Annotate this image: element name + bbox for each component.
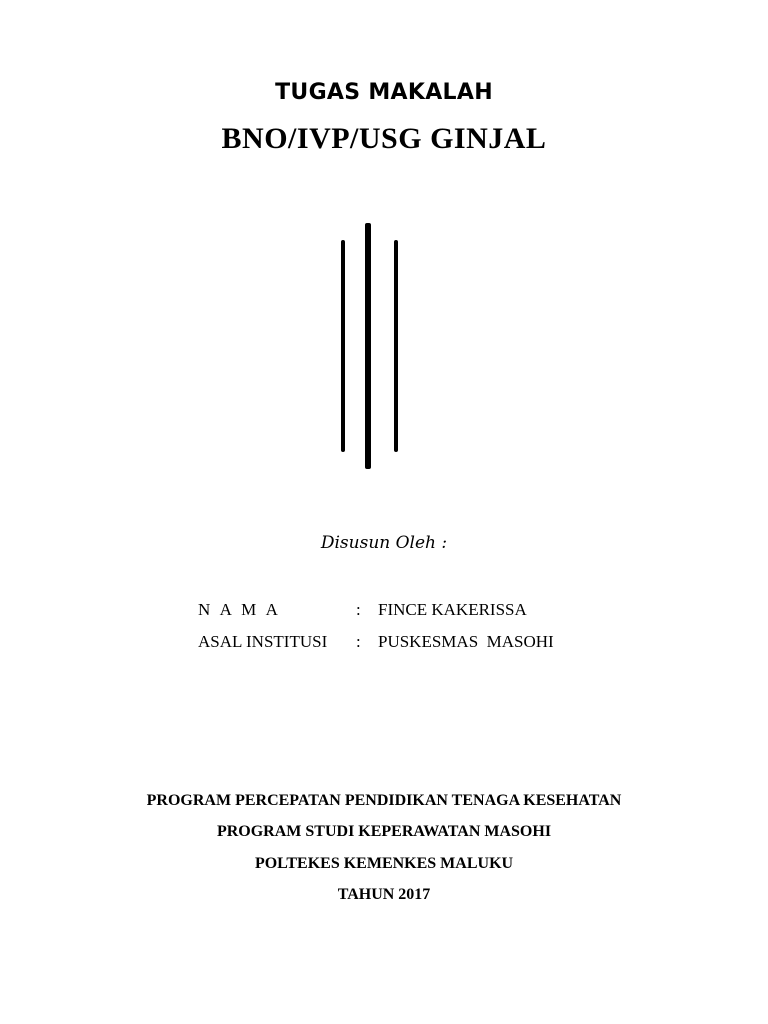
decorative-line-center <box>365 223 371 469</box>
decorative-line-left <box>341 240 345 452</box>
compiled-by-label: Disusun Oleh : <box>320 533 448 553</box>
document-type-heading: TUGAS MAKALAH <box>275 80 493 105</box>
decorative-line-right <box>394 240 398 452</box>
footer-study-program-line: PROGRAM STUDI KEPERAWATAN MASOHI <box>216 823 552 840</box>
footer-program-line: PROGRAM PERCEPATAN PENDIDIKAN TENAGA KESEHATAN <box>146 792 622 809</box>
info-value-institution: PUSKESMAS MASOHI <box>378 632 554 651</box>
info-separator: : <box>356 600 361 619</box>
document-title: BNO/IVP/USG GINJAL <box>221 122 547 155</box>
footer-year-line: TAHUN 2017 <box>337 886 431 903</box>
info-label-institution: ASAL INSTITUSI <box>198 632 328 651</box>
info-value-name: FINCE KAKERISSA <box>378 600 527 619</box>
footer-institution-line: POLTEKES KEMENKES MALUKU <box>254 855 514 872</box>
info-separator: : <box>356 632 361 651</box>
info-label-name: N A M A <box>198 600 281 619</box>
